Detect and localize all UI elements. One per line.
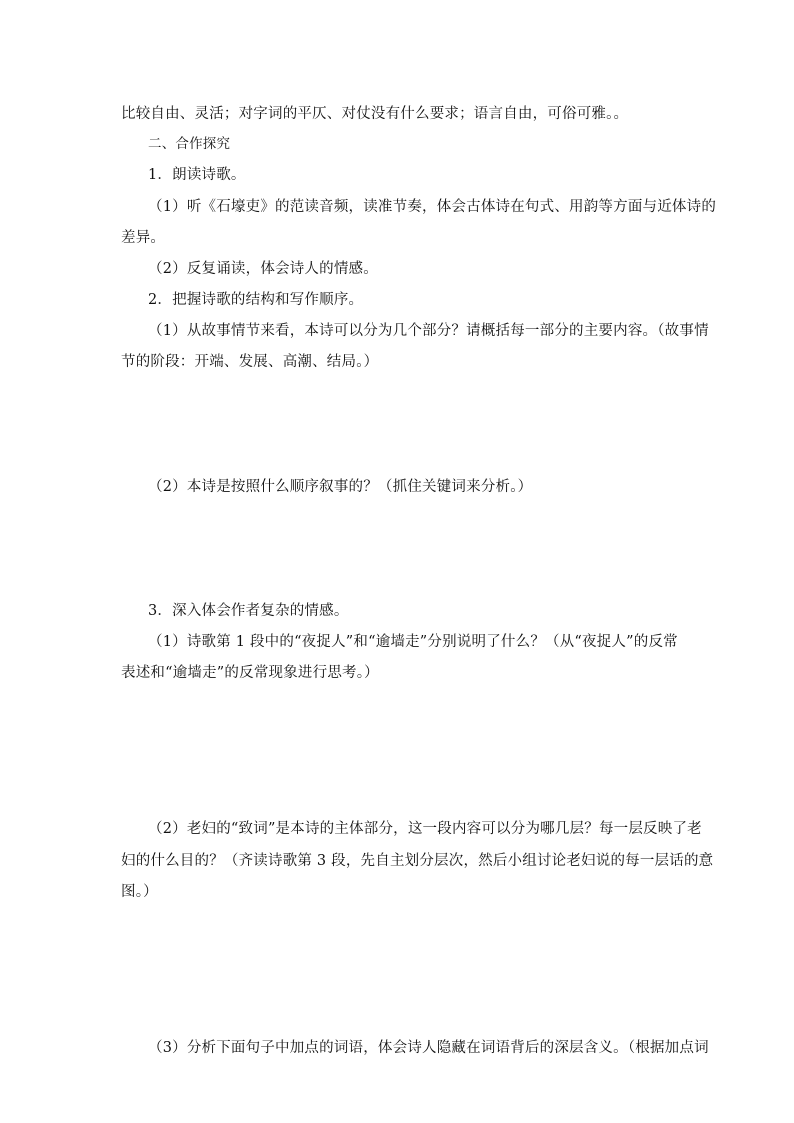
- task-3-item-1-line-1: （1）诗歌第 1 段中的“夜捉人”和“逾墙走”分别说明了什么？（从“夜捉人”的反常: [148, 634, 678, 650]
- task-2-heading: 2．把握诗歌的结构和写作顺序。: [148, 292, 364, 308]
- task-3-item-3-line-1: （3）分析下面句子中加点的词语，体会诗人隐藏在词语背后的深层含义。（根据加点词: [148, 1040, 709, 1056]
- task-1-item-1-line-1: （1）听《石壕吏》的范读音频，读准节奏，体会古体诗在句式、用韵等方面与近体诗的: [148, 199, 717, 215]
- task-3-heading: 3．深入体会作者复杂的情感。: [148, 603, 349, 619]
- task-3-item-1-line-2: 表述和“逾墙走”的反常现象进行思考。）: [121, 665, 379, 681]
- task-1-item-2: （2）反复诵读，体会诗人的情感。: [148, 261, 378, 277]
- task-2-item-1-line-2: 节的阶段：开端、发展、高潮、结局。）: [121, 354, 379, 370]
- task-3-item-2-line-3: 图。）: [121, 884, 158, 900]
- section-heading-cooperative-inquiry: 二、合作探究: [148, 136, 231, 152]
- task-2-item-2: （2）本诗是按照什么顺序叙事的？（抓住关键词来分析。）: [148, 479, 533, 495]
- task-2-item-1-line-1: （1）从故事情节来看，本诗可以分为几个部分？请概括每一部分的主要内容。（故事情: [148, 323, 709, 339]
- task-3-item-2-line-2: 妇的什么目的？（齐读诗歌第 3 段，先自主划分层次，然后小组讨论老妇说的每一层话的意: [121, 853, 714, 869]
- task-3-item-2-line-1: （2）老妇的“致词”是本诗的主体部分，这一段内容可以分为哪几层？每一层反映了老: [148, 821, 702, 837]
- text-line-continuation: 比较自由、灵活；对字词的平仄、对仗没有什么要求；语言自由，可俗可雅。。: [121, 106, 629, 122]
- task-1-item-1-line-2: 差异。: [121, 230, 166, 246]
- task-1-heading: 1．朗读诗歌。: [148, 167, 246, 183]
